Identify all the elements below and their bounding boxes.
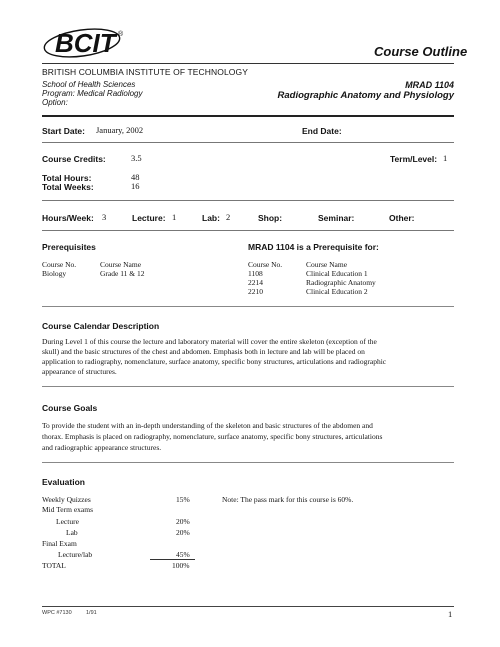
header-bottom-rule <box>42 115 454 117</box>
form-date: 1/91 <box>86 610 97 616</box>
total-weeks-value: 16 <box>131 181 140 191</box>
shop-label: Shop: <box>258 213 283 223</box>
bcit-logo <box>42 26 124 60</box>
school-name: School of Health Sciences <box>42 80 136 89</box>
calendar-heading: Course Calendar Description <box>42 321 160 331</box>
calendar-line: skull) and the basic structures of the chest and abdomen. Emphasis both in lecture and lab will be placed on <box>42 347 365 356</box>
other-label: Other: <box>389 213 415 223</box>
prereq-for-row-name: Radiographic Anatomy <box>306 278 376 287</box>
credits-label: Course Credits: <box>42 154 106 164</box>
evaluation-subtotal-rule <box>150 559 195 560</box>
total-weeks-label: Total Weeks: <box>42 182 94 192</box>
prereq-for-row-no: 2210 <box>248 287 263 296</box>
evaluation-row-value: 20% <box>176 517 190 526</box>
evaluation-row-value: 15% <box>176 495 190 504</box>
evaluation-total-value: 100% <box>172 561 190 570</box>
institute-name: BRITISH COLUMBIA INSTITUTE OF TECHNOLOGY <box>42 67 248 77</box>
prereq-row-name: Grade 11 & 12 <box>100 269 145 278</box>
lecture-value: 1 <box>172 212 177 222</box>
footer-rule <box>42 606 454 607</box>
logo-registered-mark: ® <box>118 31 124 38</box>
lab-value: 2 <box>226 212 231 222</box>
evaluation-total-label: TOTAL <box>42 561 66 570</box>
course-code: MRAD 1104 <box>405 80 454 90</box>
details-divider <box>42 142 454 143</box>
evaluation-note: Note: The pass mark for this course is 60%. <box>222 495 354 504</box>
calendar-line: application to radiography, nomenclature, surface anatomy, specific bony structures, articulations and radiographic <box>42 357 387 366</box>
prereq-divider <box>42 306 454 307</box>
option-label: Option: <box>42 98 68 107</box>
program-name: Program: Medical Radiology <box>42 89 143 98</box>
prereq-col-course-no: Course No. <box>42 260 77 269</box>
goals-line: To provide the student with an in-depth understanding of the skeleton and basic structures of the abdomen and <box>42 421 373 430</box>
evaluation-row-label: Weekly Quizzes <box>42 495 91 504</box>
hours-top-rule <box>42 200 454 201</box>
header-divider <box>42 63 454 64</box>
evaluation-row-value: 20% <box>176 528 190 537</box>
evaluation-row-label: Lab <box>66 528 78 537</box>
prereq-row-no: Biology <box>42 269 67 278</box>
goals-divider <box>42 462 454 463</box>
course-title: Radiographic Anatomy and Physiology <box>277 90 454 101</box>
form-code: WPC #7130 <box>42 610 72 616</box>
prereq-for-col-course-name: Course Name <box>306 260 348 269</box>
evaluation-row-label: Final Exam <box>42 539 77 548</box>
start-date-label: Start Date: <box>42 126 85 136</box>
calendar-divider <box>42 386 454 387</box>
lecture-label: Lecture: <box>132 213 166 223</box>
logo-text: BCIT <box>55 28 116 58</box>
total-hours-value: 48 <box>131 172 140 182</box>
start-date-value: January, 2002 <box>96 125 144 135</box>
evaluation-row-label: Lecture <box>56 517 79 526</box>
term-value: 1 <box>443 153 448 163</box>
prereq-for-row-no: 1108 <box>248 269 263 278</box>
hours-bottom-rule <box>42 230 454 231</box>
hours-per-week-value: 3 <box>102 212 107 222</box>
evaluation-row-label: Lecture/lab <box>58 550 93 559</box>
evaluation-heading: Evaluation <box>42 477 85 487</box>
seminar-label: Seminar: <box>318 213 355 223</box>
prereq-for-heading: MRAD 1104 is a Prerequisite for: <box>248 242 379 252</box>
prereq-col-course-name: Course Name <box>100 260 142 269</box>
doc-type-title: Course Outline <box>374 44 468 59</box>
evaluation-row-label: Mid Term exams <box>42 505 93 514</box>
page-number: 1 <box>448 609 453 619</box>
credits-value: 3.5 <box>131 153 142 163</box>
calendar-line: appearance of structures. <box>42 367 117 376</box>
prereq-for-col-course-no: Course No. <box>248 260 283 269</box>
calendar-line: During Level 1 of this course the lecture and laboratory material will cover the entire skeleton (exception of the <box>42 337 377 346</box>
goals-line: and radiographic appearance structures. <box>42 443 162 452</box>
end-date-label: End Date: <box>302 126 342 136</box>
prereq-for-row-no: 2214 <box>248 278 263 287</box>
lab-label: Lab: <box>202 213 220 223</box>
total-hours-label: Total Hours: <box>42 173 92 183</box>
evaluation-row-value: 45% <box>176 550 190 559</box>
prereq-for-row-name: Clinical Education 1 <box>306 269 368 278</box>
goals-line: thorax. Emphasis is placed on radiography, nomenclature, surface anatomy, specific bony structures, articulations <box>42 432 383 441</box>
goals-heading: Course Goals <box>42 403 98 413</box>
term-label: Term/Level: <box>390 154 438 164</box>
prerequisites-heading: Prerequisites <box>42 242 96 252</box>
hours-per-week-label: Hours/Week: <box>42 213 94 223</box>
prereq-for-row-name: Clinical Education 2 <box>306 287 368 296</box>
